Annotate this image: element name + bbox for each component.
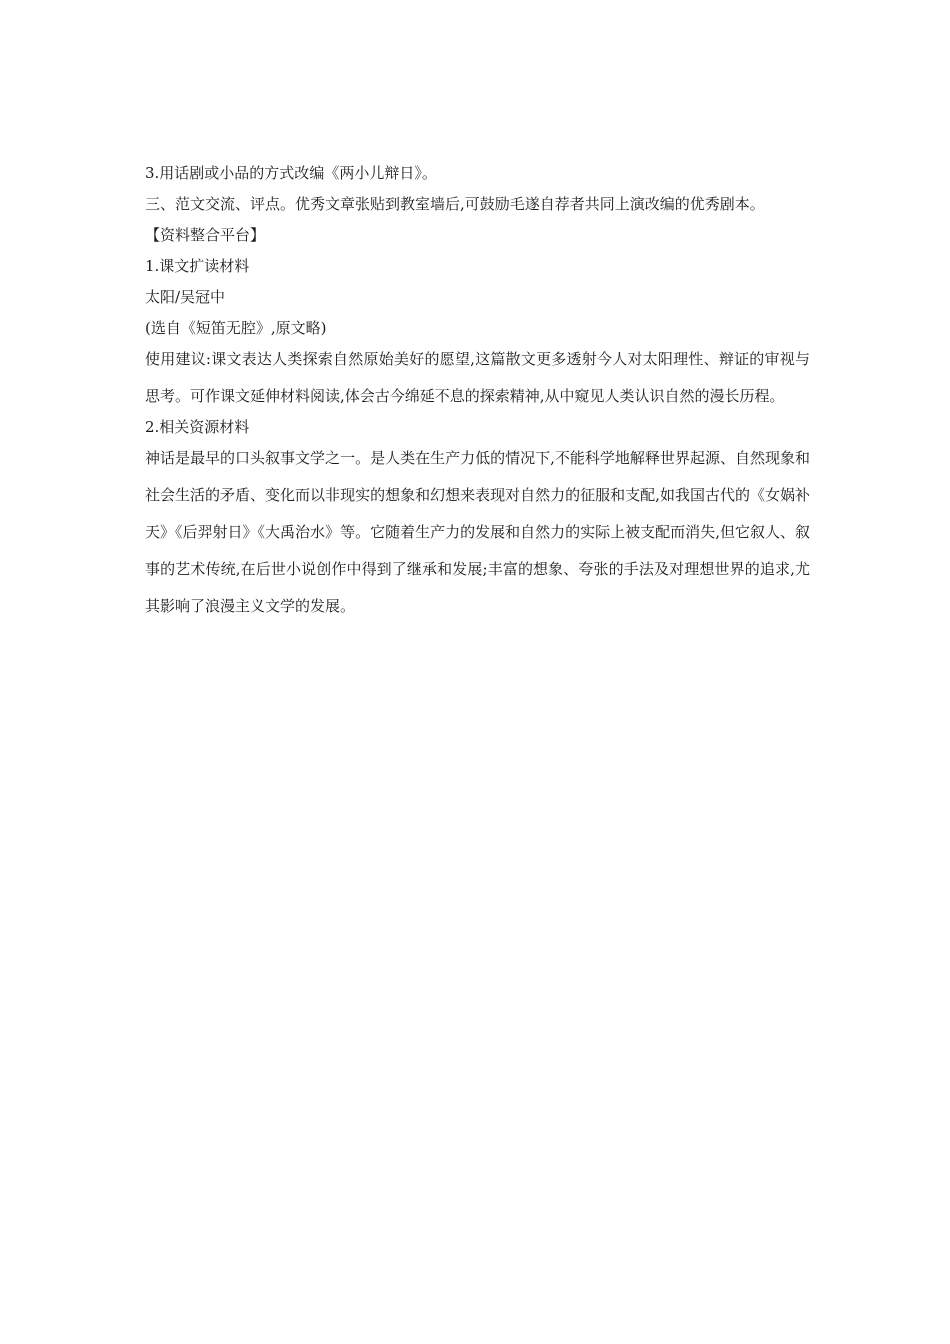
reading-title: 太阳/吴冠中 (145, 288, 226, 306)
item-3-text: 3.用话剧或小品的方式改编《两小儿辩日》。 (145, 164, 437, 182)
myth-paragraph: 神话是最早的口头叙事文学之一。是人类在生产力低的情况下,不能科学地解释世界起源、自然现象和社会生活的矛盾、变化而以非现实的想象和幻想来表现对自然力的征服和支配,如我国古代的《女娲补天》《后羿射日》《大禹治水》等。它随着生产力的发展和自然力的实际上被支配而消失,但它叙人、叙事的艺术传统,在后世小说创作中得到了继承和发展;丰富的想象、夸张的手法及对理想世界的追求,尤其影响了浪漫主义文学的发展。 (145, 449, 810, 615)
platform-heading: 【资料整合平台】 (145, 226, 266, 244)
reading-source: (选自《短笛无腔》,原文略) (145, 319, 327, 337)
document-body (145, 158, 810, 622)
subsection-1-heading: 1.课文扩读材料 (145, 257, 250, 275)
subsection-2-heading: 2.相关资源材料 (145, 418, 250, 436)
usage-suggestion-paragraph: 使用建议:课文表达人类探索自然原始美好的愿望,这篇散文更多透射今人对太阳理性、辩证的审视与思考。可作课文延伸材料阅读,体会古今绵延不息的探索精神,从中窥见人类认识自然的漫长历程。 (145, 350, 810, 405)
section-3-paragraph: 三、范文交流、评点。优秀文章张贴到教室墙后,可鼓励毛遂自荐者共同上演改编的优秀剧本。 (145, 195, 765, 213)
